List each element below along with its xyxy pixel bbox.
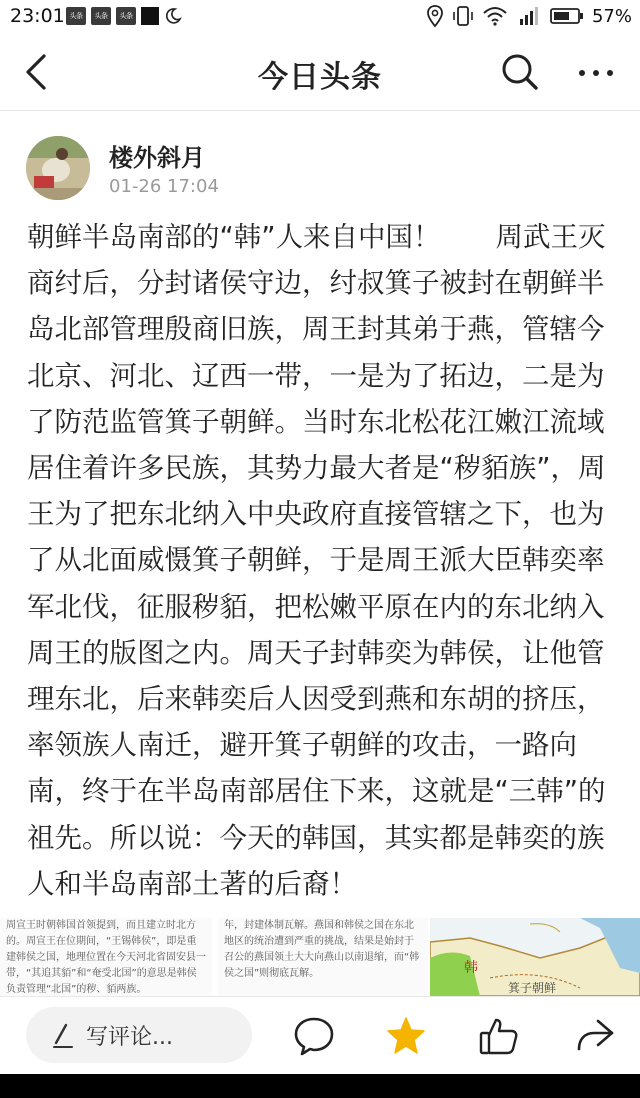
article-image-map[interactable] bbox=[430, 918, 640, 996]
page-title: 今日头条 bbox=[258, 60, 382, 95]
notification-icons bbox=[66, 7, 182, 25]
avatar[interactable] bbox=[26, 136, 90, 200]
vibrate-icon bbox=[452, 4, 474, 28]
system-nav-bar bbox=[0, 1074, 640, 1098]
author-row bbox=[26, 136, 616, 202]
status-time: 23:01 bbox=[10, 5, 65, 27]
comment-placeholder: 写评论... bbox=[86, 1024, 173, 1050]
star-icon bbox=[385, 1015, 427, 1057]
notification-square-icon bbox=[141, 7, 159, 25]
status-right bbox=[426, 4, 632, 28]
map-label: 韩 bbox=[464, 960, 478, 976]
like-button[interactable] bbox=[478, 1015, 520, 1057]
article-image-text-2[interactable] bbox=[218, 918, 428, 996]
bottom-action-bar bbox=[0, 996, 640, 1075]
image-caption-text: 年，封建体制瓦解。燕国和韩侯之国在东北地区的统治遭到严重的挑战，结果是始封于召公的燕国领土大大向燕山以南退缩，而“韩侯之国”则彻底瓦解。 bbox=[224, 920, 420, 979]
location-icon bbox=[426, 4, 444, 28]
toutiao-notification-icon: 头条 bbox=[116, 7, 136, 25]
map-label: 箕子朝鲜 bbox=[508, 981, 557, 995]
moon-icon bbox=[164, 7, 182, 25]
article-image-strip[interactable] bbox=[0, 918, 640, 996]
article-image-text-1[interactable] bbox=[0, 918, 212, 996]
thumbs-up-icon bbox=[478, 1015, 520, 1057]
image-caption-text: 周宣王时朝韩国首领提到，而且建立时北方的。周宣王在位期间，“王锡韩侯”，即是重建韩侯之国，地理位置在今天河北省固安县一带，“其追其貊”和“奄受北国”的意思是韩侯负责管理“北国”的秽、貊两族。 bbox=[6, 920, 206, 995]
favorite-button[interactable] bbox=[385, 1015, 427, 1057]
comment-input[interactable] bbox=[26, 1007, 252, 1063]
more-button[interactable] bbox=[574, 52, 618, 92]
comment-button[interactable] bbox=[293, 1015, 335, 1057]
share-arrow-icon bbox=[574, 1015, 616, 1057]
toutiao-notification-icon: 头条 bbox=[66, 7, 86, 25]
app-header bbox=[0, 34, 640, 111]
search-button[interactable] bbox=[500, 52, 540, 92]
wifi-icon bbox=[482, 5, 508, 27]
share-button[interactable] bbox=[574, 1015, 616, 1057]
signal-icon bbox=[516, 5, 542, 27]
comment-bubble-icon bbox=[293, 1015, 335, 1057]
toutiao-notification-icon: 头条 bbox=[91, 7, 111, 25]
post-time: 01-26 17:04 bbox=[109, 176, 219, 197]
avatar-photo-icon bbox=[26, 136, 90, 200]
battery-percent: 57% bbox=[591, 5, 632, 27]
more-horizontal-icon bbox=[574, 52, 618, 92]
pen-icon bbox=[50, 1021, 74, 1049]
battery-icon bbox=[550, 7, 584, 25]
status-bar bbox=[0, 0, 640, 34]
article-text: 朝鲜半岛南部的“韩”人来自中国！ 周武王灭商纣后，分封诸侯守边，纣叔箕子被封在朝鲜半岛北部管理殷商旧族，周王封其弟于燕，管辖今北京、河北、辽西一带，一是为了拓边，二是为了防范监管箕子朝鲜。当时东北松花江嫩江流域居住着许多民族，其势力最大者是“秽貊族”，周王为了把东北纳入中央政府直接管辖之下，也为了从北面威慑箕子朝鲜，于是周王派大臣韩奕率军北伐，征服秽貊，把松嫩平原在内的东北纳入周王的版图之内。周天子封韩奕为韩侯，让他管理东北，后来韩奕后人因受到燕和东胡的挤压，率领族人南迁，避开箕子朝鲜的攻击，一路向南，终于在半岛南部居住下来，这就是“三韩”的祖先。所以说：今天的韩国，其实都是韩奕的族人和半岛南部土著的后裔！ bbox=[27, 221, 606, 900]
author-name[interactable]: 楼外斜月 bbox=[109, 144, 205, 172]
search-icon bbox=[500, 52, 540, 92]
